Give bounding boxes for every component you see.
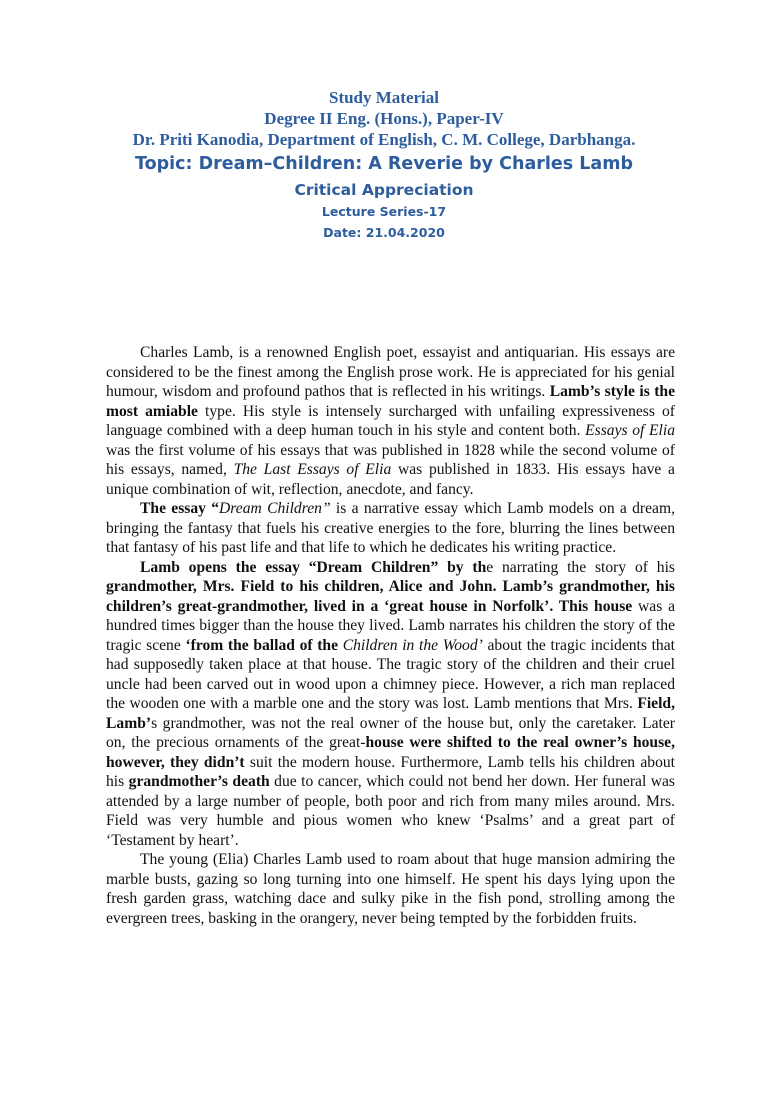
paragraph-1 bbox=[106, 343, 675, 499]
text-run: suit the modern house. Furthermore, Lamb tells his children about his bbox=[106, 753, 675, 790]
document-header bbox=[0, 87, 768, 243]
text-run: was published in 1833. His essays have a unique combination of wit, reflection, anecdote, and fancy. bbox=[106, 461, 675, 498]
lecture-date: Date: 21.04.2020 bbox=[323, 225, 445, 240]
text-run: The essay “ bbox=[140, 500, 220, 517]
document-topic: Topic: Dream–Children: A Reverie by Charles Lamb bbox=[134, 154, 634, 174]
text-run: Dream Children” bbox=[219, 500, 331, 517]
paragraph-3 bbox=[106, 558, 675, 851]
paragraph-4 bbox=[106, 850, 675, 928]
lecture-series: Lecture Series-17 bbox=[321, 204, 447, 219]
text-run: was the first volume of his essays that was published in 1828 while the second volume of his essays, named, bbox=[106, 441, 675, 478]
text-run: Essays of Elia bbox=[585, 422, 675, 439]
document-subtitle: Critical Appreciation bbox=[294, 181, 474, 199]
text-run: e narrating the story of his bbox=[486, 558, 676, 576]
text-run: Lamb opens the essay “Dream Children” by th bbox=[140, 558, 487, 576]
text-run: grandmother, Mrs. Field to his children, Alice and John. Lamb’s grandmother, his children’s great-grandmother, lived in a ‘great house in Norfolk’. This house bbox=[106, 578, 675, 615]
text-run: about the tragic incidents that had supposedly taken place at that house. The tragic story of the children and their cruel uncle had been carved out in wood upon a chimney piece. However, a rich man replaced the wooden one with a marble one and the story was lost. Lamb mentions that Mrs. bbox=[106, 636, 675, 712]
text-run: The Last Essays of Elia bbox=[233, 461, 392, 478]
header-degree: Degree II Eng. (Hons.), Paper-IV bbox=[264, 109, 504, 128]
text-run: Lamb’s style is the most amiable bbox=[106, 383, 675, 420]
paragraph-2 bbox=[106, 499, 675, 558]
text-run: type. His style is intensely surcharged with unfailing expressiveness of language combined with a deep human touch in his style and content both. bbox=[106, 402, 675, 439]
document-page bbox=[0, 87, 768, 1111]
text-run: Field, Lamb’ bbox=[106, 695, 675, 732]
text-run: is a narrative essay which Lamb models on a dream, bringing the fantasy that fuels his creative energies to the fore, blurring the lines between that fantasy of his past life and that life to which he dedicates his writing practice. bbox=[106, 500, 675, 556]
text-run: s grandmother, was not the real owner of the house but, only the caretaker. Later on, the precious ornaments of the great- bbox=[106, 714, 675, 751]
text-run: was a hundred times bigger than the house they lived. Lamb narrates his children the story of the tragic scene bbox=[106, 597, 675, 654]
text-run: Charles Lamb, is a renowned English poet, essayist and antiquarian. His essays are considered to be the finest among the English prose work. He is appreciated for his genial humour, wisdom and profound pathos that is reflected in his writings. bbox=[106, 344, 675, 400]
text-run: house were shifted to the real owner’s house, however, they didn’t bbox=[106, 734, 675, 771]
text-run: The young (Elia) Charles Lamb used to roam about that huge mansion admiring the marble busts, gazing so long turning into one himself. He spent his days lying upon the fresh garden grass, watching dace and sulky pike in the fish pond, strolling among the evergreen trees, basking in the orangery, never being tempted by the forbidden fruits. bbox=[106, 851, 675, 927]
header-study-material: Study Material bbox=[328, 88, 440, 107]
body-text bbox=[106, 343, 675, 928]
text-run: Children in the Wood’ bbox=[342, 636, 483, 654]
header-author: Dr. Priti Kanodia, Department of English, C. M. College, Darbhanga. bbox=[132, 130, 636, 149]
text-run: ‘from the ballad of the bbox=[185, 636, 343, 654]
text-run: due to cancer, which could not bend her down. Her funeral was attended by a large number of people, both poor and rich from many miles around. Mrs. Field was very humble and pious women who knew ‘Psalms’ and a great part of ‘Testament by heart’. bbox=[106, 773, 675, 849]
text-run: grandmother’s death bbox=[128, 773, 270, 790]
